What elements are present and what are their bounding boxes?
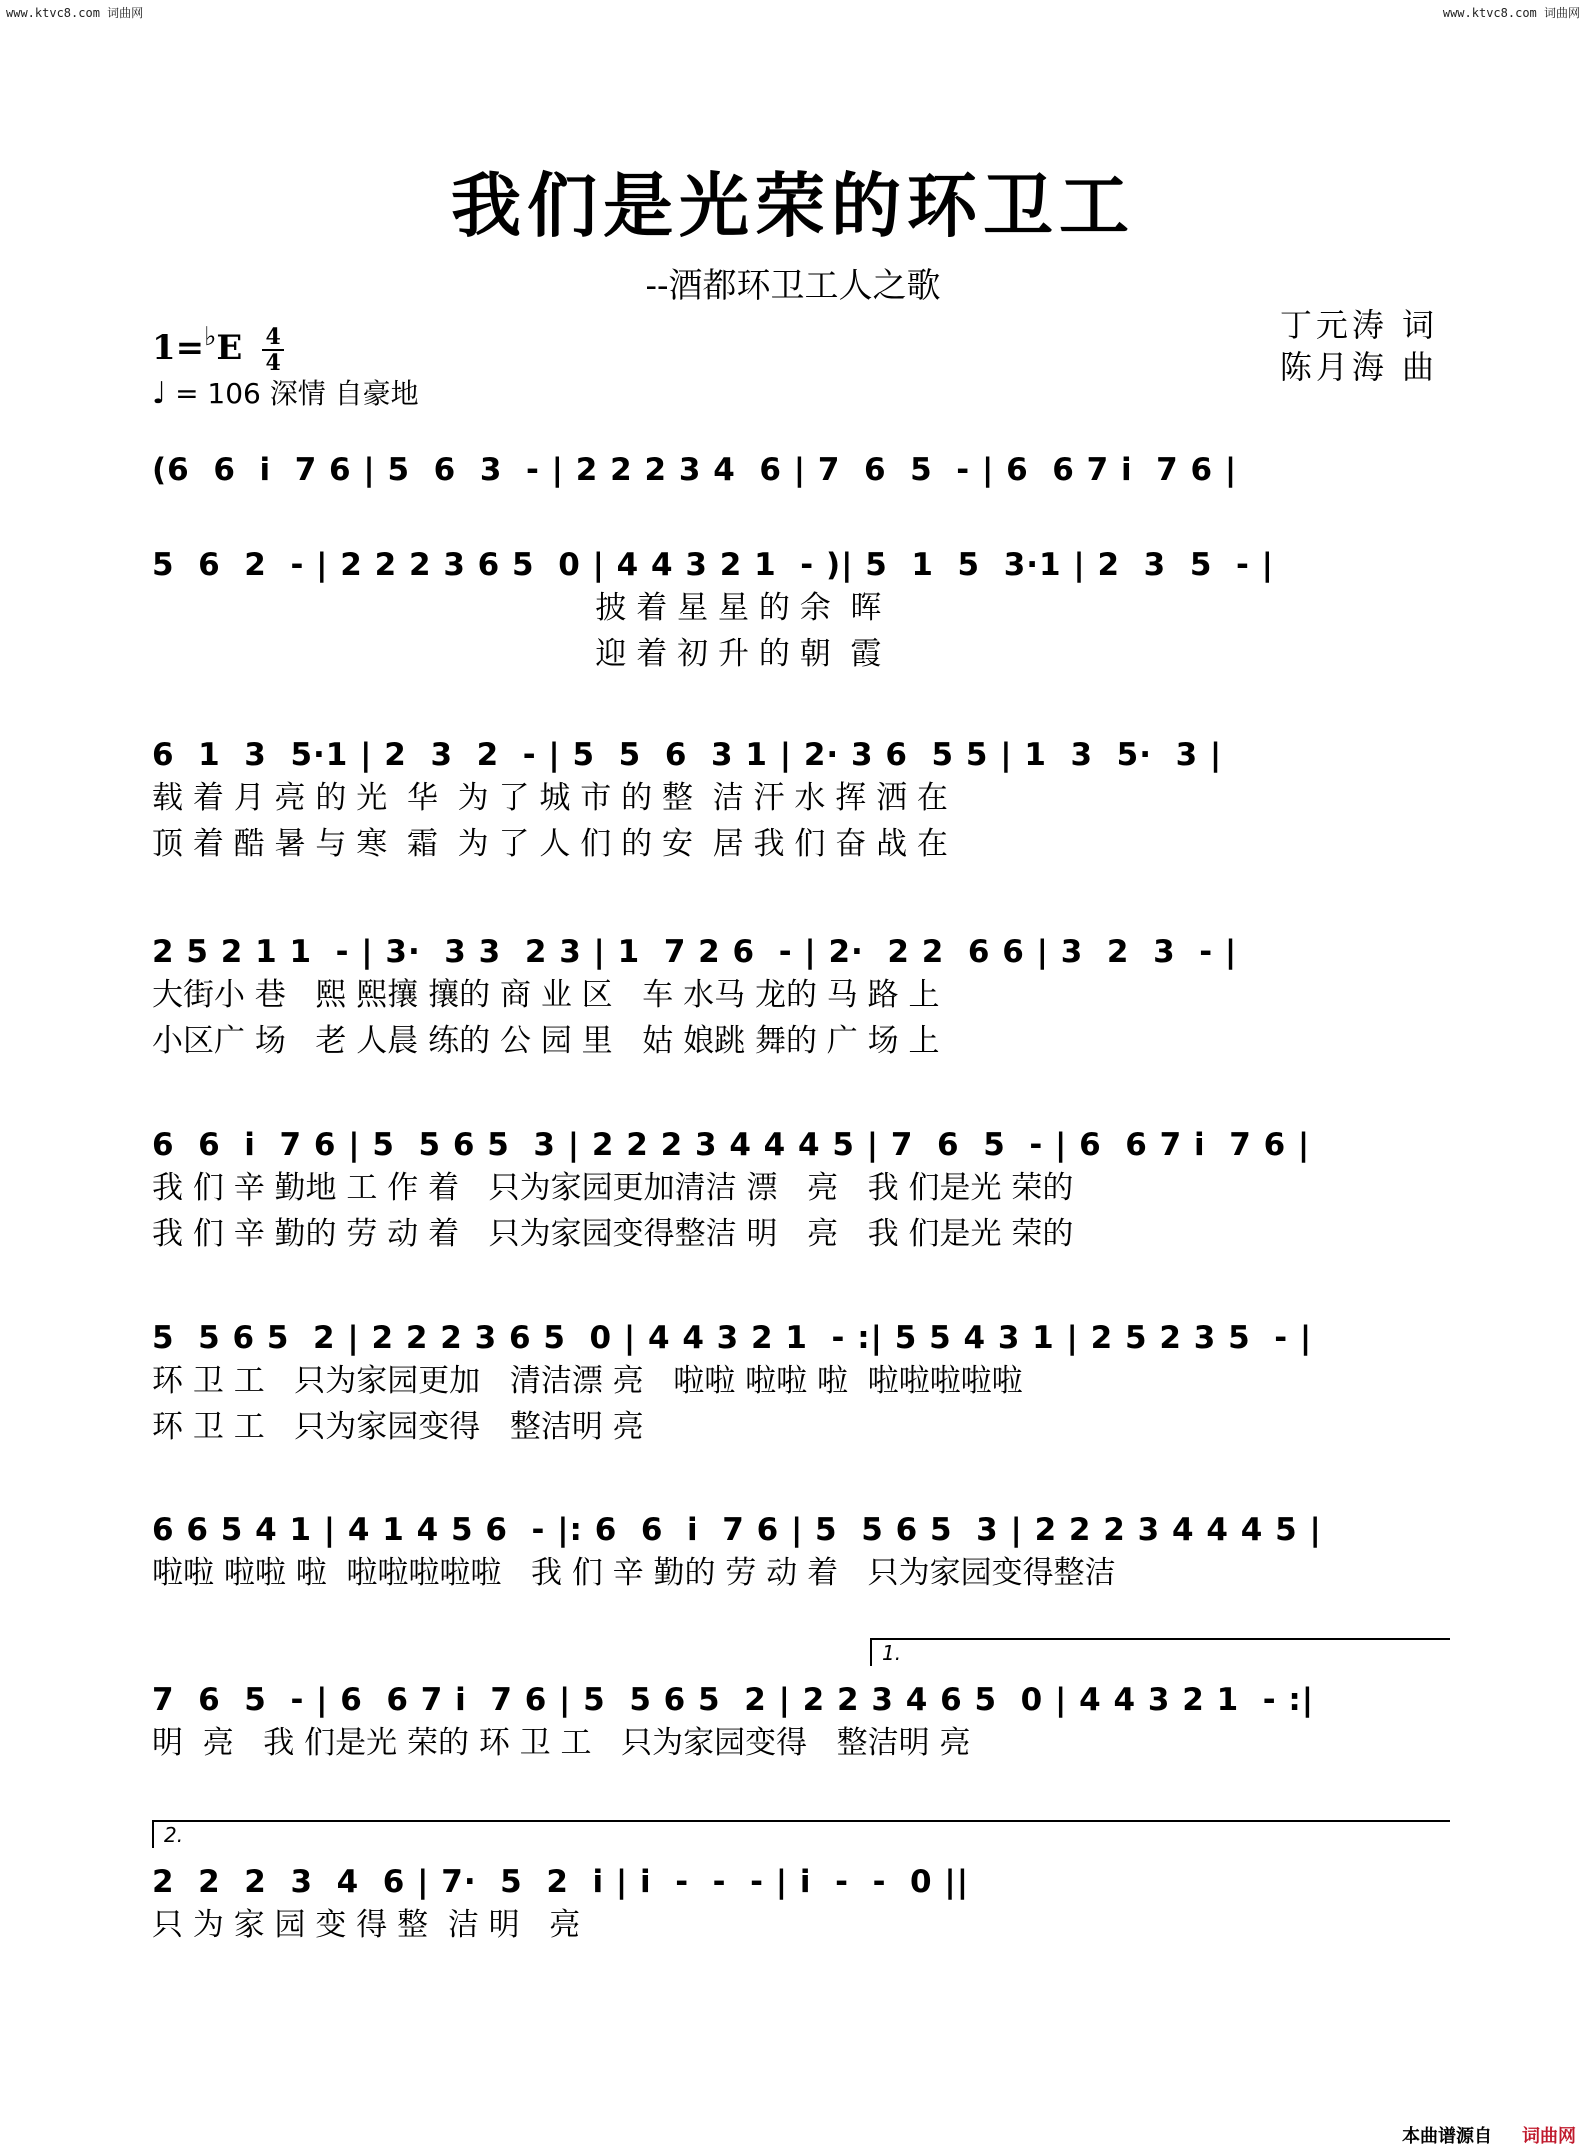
first-ending-bracket: 1. <box>870 1638 1450 1666</box>
key-note: E <box>216 328 243 368</box>
notation-line: 6 1 3 5·1 | 2 3 2 - | 5 5 6 3 1 | 2· 3 6 5 5 | 1 3 5· 3 | <box>152 737 1223 773</box>
site-watermark-left: www.ktvc8.com 词曲网 <box>6 6 144 20</box>
lyricist-credit: 丁元涛 词 <box>1279 306 1438 344</box>
lyrics-verse-1: 载 着 月 亮 的 光 华 为 了 城 市 的 整 洁 汗 水 挥 洒 在 <box>152 780 948 816</box>
notation-line: 6 6 5 4 1 | 4 1 4 5 6 - |: 6 6 i 7 6 | 5 5 6 5 3 | 2 2 2 3 4 4 4 5 | <box>152 1512 1322 1548</box>
lyrics-verse-2: 迎 着 初 升 的 朝 霞 <box>152 636 882 672</box>
time-signature <box>262 326 284 374</box>
notation-line: 6 6 i 7 6 | 5 5 6 5 3 | 2 2 2 3 4 4 4 5 | 7 6 5 - | 6 6 7 i 7 6 | <box>152 1127 1311 1163</box>
notation-line: (6 6 i 7 6 | 5 6 3 - | 2 2 2 3 4 6 | 7 6 5 - | 6 6 7 i 7 6 | <box>152 452 1238 488</box>
score-system-5 <box>152 1125 1438 1257</box>
score-system-9 <box>152 1823 1438 1948</box>
meter-bottom: 4 <box>265 350 281 376</box>
score-system-7 <box>152 1510 1438 1596</box>
lyrics-verse-1: 啦啦 啦啦 啦 啦啦啦啦啦 我 们 辛 勤的 劳 动 着 只为家园变得整洁 <box>152 1555 1116 1591</box>
score-system-4 <box>152 932 1438 1064</box>
notation-line: 7 6 5 - | 6 6 7 i 7 6 | 5 5 6 5 2 | 2 2 3 4 6 5 0 | 4 4 3 2 1 - :| <box>152 1682 1315 1718</box>
footer-source-text: 本曲谱源自 <box>1402 2126 1492 2147</box>
song-title: 我们是光荣的环卫工 <box>451 164 1135 247</box>
song-subtitle: --酒都环卫工人之歌 <box>645 266 941 306</box>
lyrics-verse-2: 环 卫 工 只为家园变得 整洁明 亮 <box>152 1409 644 1445</box>
score-system-2 <box>152 545 1438 677</box>
key-prefix: 1= <box>152 328 205 368</box>
flat-sign: ♭ <box>204 322 217 352</box>
lyrics-verse-1: 明 亮 我 们是光 荣的 环 卫 工 只为家园变得 整洁明 亮 <box>152 1725 971 1761</box>
lyrics-verse-1: 大街小 巷 熙 熙攘 攘的 商 业 区 车 水马 龙的 马 路 上 <box>152 977 940 1013</box>
site-watermark-right: www.ktvc8.com 词曲网 <box>1442 6 1580 20</box>
tempo-marking <box>152 372 419 412</box>
lyrics-verse-1: 只 为 家 园 变 得 整 洁 明 亮 <box>152 1907 581 1943</box>
lyrics-verse-2: 我 们 辛 勤的 劳 动 着 只为家园变得整洁 明 亮 我 们是光 荣的 <box>152 1216 1074 1252</box>
meter-top: 4 <box>265 324 281 350</box>
key-signature <box>152 322 284 374</box>
lyrics-verse-1: 我 们 辛 勤地 工 作 着 只为家园更加清洁 漂 亮 我 们是光 荣的 <box>152 1170 1074 1206</box>
second-ending-bracket: 2. <box>152 1820 1450 1848</box>
score-system-8 <box>152 1641 1438 1766</box>
composer-credit: 陈月海 曲 <box>1279 348 1438 386</box>
quarter-note-icon: ♩ <box>152 376 167 411</box>
lyrics-verse-2: 小区广 场 老 人晨 练的 公 园 里 姑 娘跳 舞的 广 场 上 <box>152 1023 940 1059</box>
lyrics-verse-1: 环 卫 工 只为家园更加 清洁漂 亮 啦啦 啦啦 啦 啦啦啦啦啦 <box>152 1363 1023 1399</box>
notation-line: 5 6 2 - | 2 2 2 3 6 5 0 | 4 4 3 2 1 - )| 5 1 5 3·1 | 2 3 5 - | <box>152 547 1274 583</box>
score-system-3 <box>152 735 1438 867</box>
score-system-6 <box>152 1318 1438 1450</box>
notation-line: 5 5 6 5 2 | 2 2 2 3 6 5 0 | 4 4 3 2 1 - :| 5 5 4 3 1 | 2 5 2 3 5 - | <box>152 1320 1313 1356</box>
score-system-1 <box>152 450 1438 490</box>
lyrics-verse-2: 顶 着 酷 暑 与 寒 霜 为 了 人 们 的 安 居 我 们 奋 战 在 <box>152 826 948 862</box>
lyrics-verse-1: 披 着 星 星 的 余 晖 <box>152 590 882 626</box>
footer-brand[interactable]: 词曲网 <box>1522 2126 1576 2147</box>
footer-source <box>1402 2122 1576 2148</box>
tempo-value: = 106 深情 自豪地 <box>175 377 419 410</box>
notation-line: 2 2 2 3 4 6 | 7· 5 2 i | i - - - | i - - 0 || <box>152 1864 970 1900</box>
notation-line: 2 5 2 1 1 - | 3· 3 3 2 3 | 1 7 2 6 - | 2· 2 2 6 6 | 3 2 3 - | <box>152 934 1238 970</box>
